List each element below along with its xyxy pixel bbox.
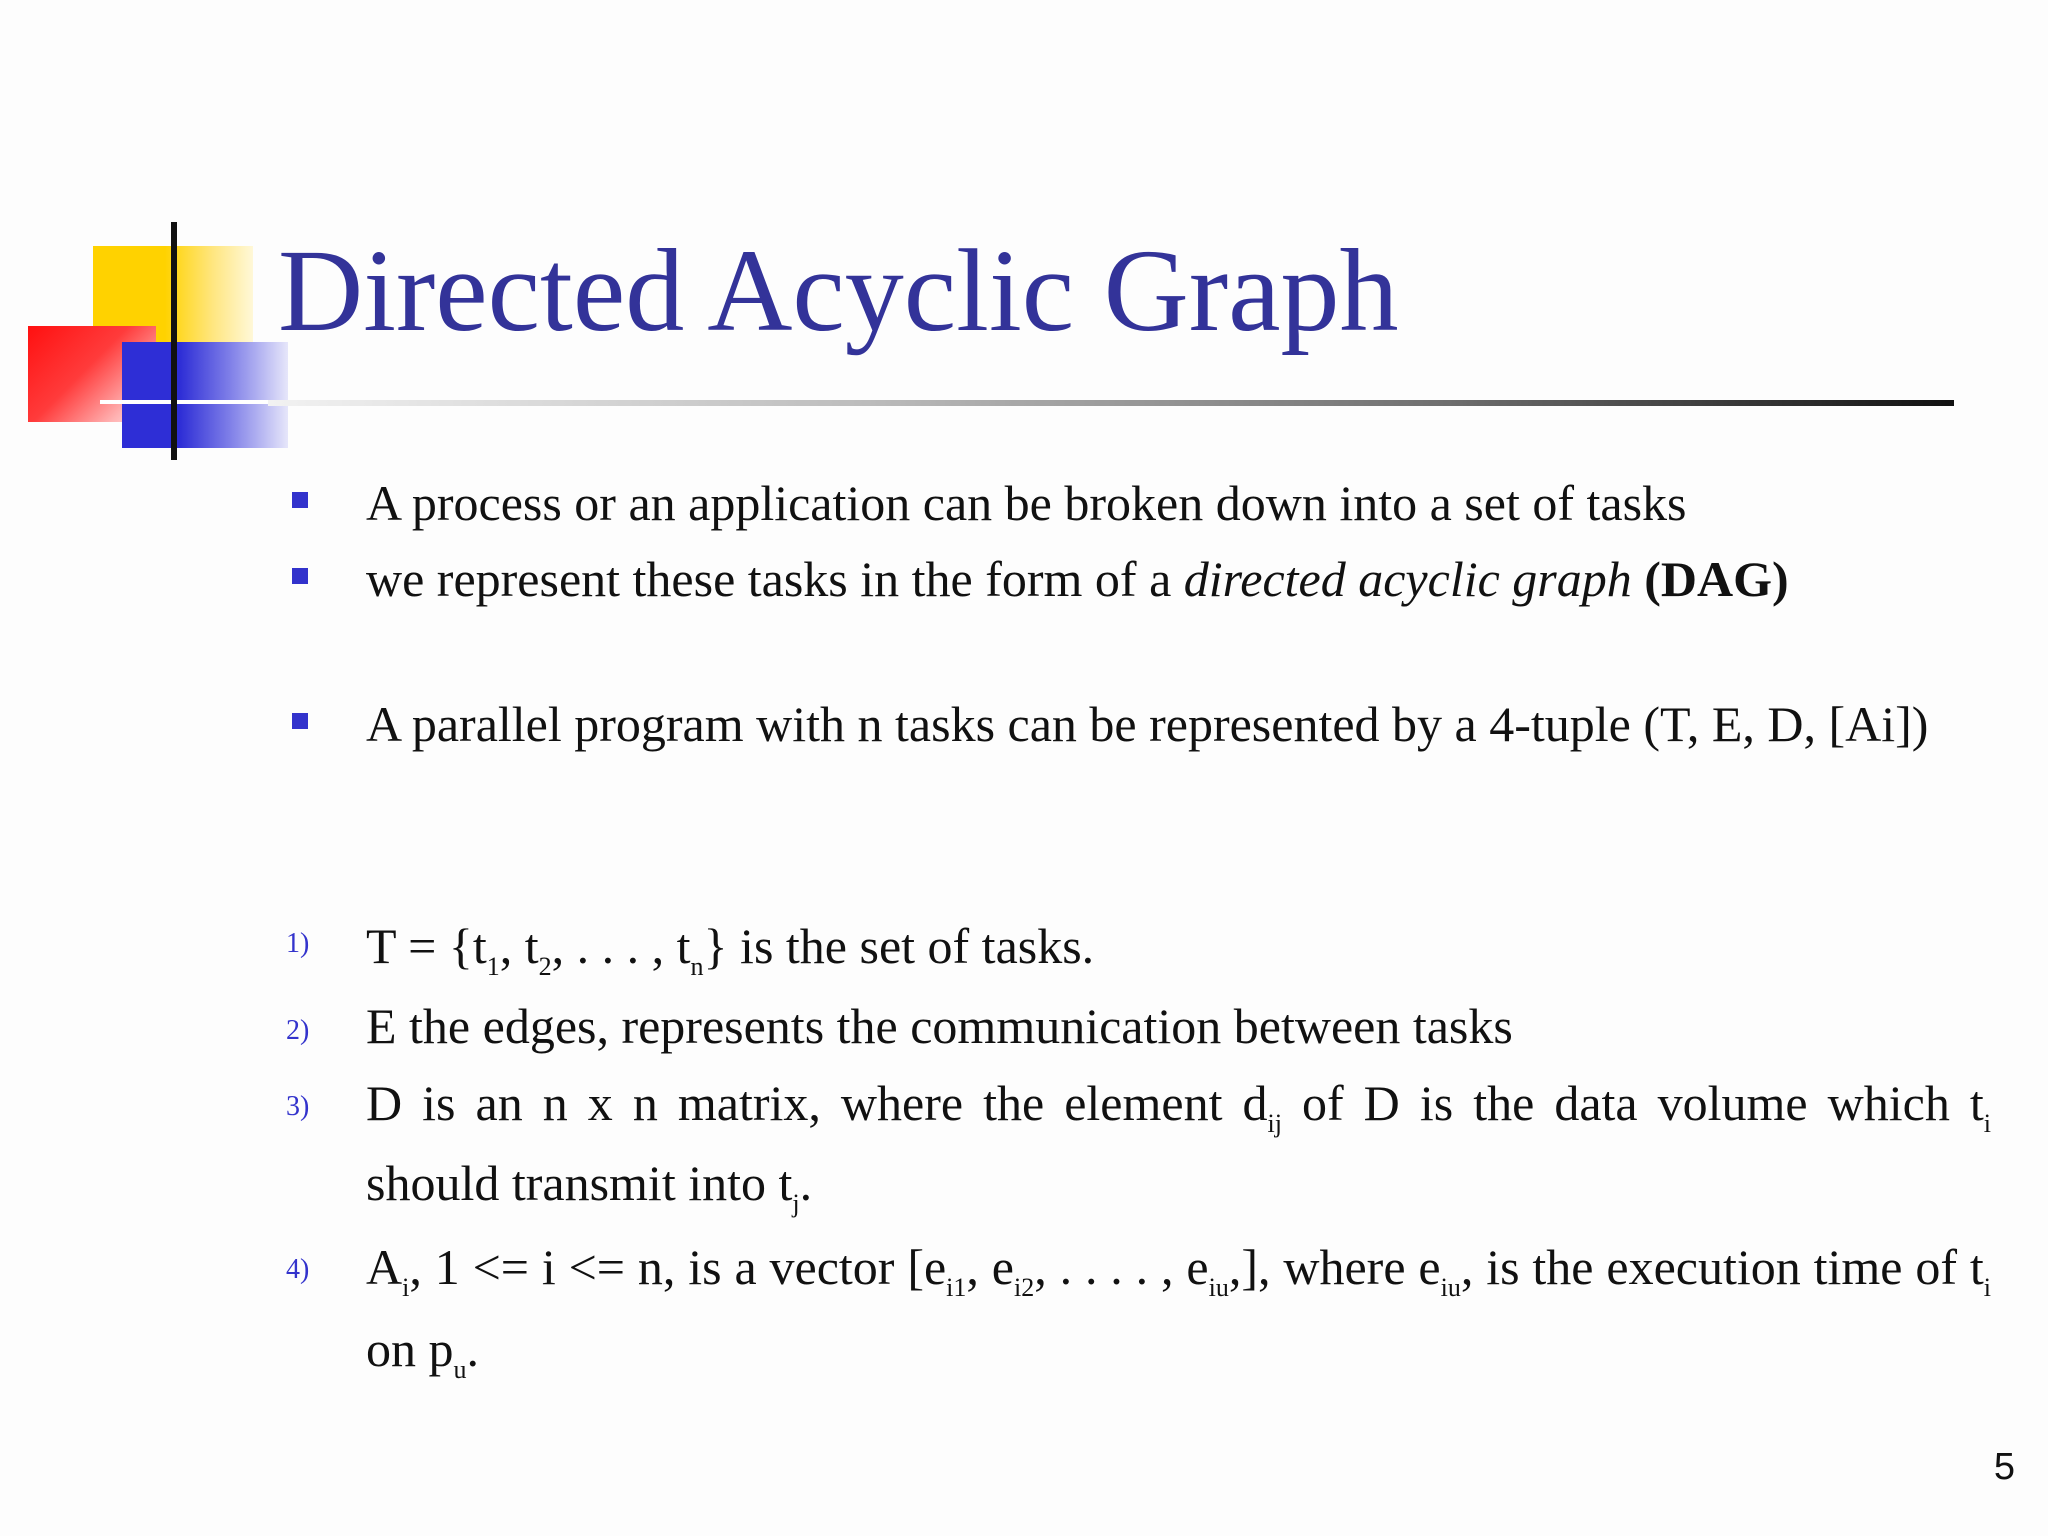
item-number: 4) <box>286 1254 310 1285</box>
decor-vertical-line <box>171 222 177 460</box>
numbered-text: $A_i$, 1 <= i <= n, is a vector [$e_{i1}$, $e_{i2}$, . . . . , $e_{iu}$,], where $e_{iu}$, is the execution time of $t_i$ on $p_u$. <box>366 1239 1991 1384</box>
square-bullet-icon <box>292 568 308 584</box>
slide-title: Directed Acyclic Graph <box>278 225 1399 356</box>
numbered-text: $T = \{t_1$, $t_2$, . . . , $t_n$} is the set of tasks. <box>366 918 1095 981</box>
numbered-text: E the edges, represents the communication between tasks <box>366 998 1513 1054</box>
numbered-text: D is an n x n matrix, where the element $d_{ij}$ of D is the data volume which $t_i$ should transmit into $t_j$. <box>366 1075 1991 1218</box>
square-bullet-icon <box>292 492 308 508</box>
decor-blue-square <box>122 342 288 448</box>
bullet-text: A process or an application can be broken down into a set of tasks <box>366 475 1687 531</box>
title-underline <box>268 400 1954 406</box>
item-number: 3) <box>286 1091 310 1122</box>
square-bullet-icon <box>292 713 308 729</box>
page-number: 5 <box>1993 1446 2015 1488</box>
item-number: 1) <box>286 928 310 959</box>
item-number: 2) <box>286 1015 310 1046</box>
bold-term: (DAG) <box>1644 551 1789 607</box>
bullet-text: A parallel program with n tasks can be represented by a 4-tuple (T, E, D, [Ai]) <box>366 696 1929 752</box>
italic-term: directed acyclic graph <box>1183 551 1632 607</box>
decor-white-line <box>100 400 286 404</box>
bullet-text: we represent these tasks in the form of a directed acyclic graph (DAG) <box>366 551 1789 607</box>
